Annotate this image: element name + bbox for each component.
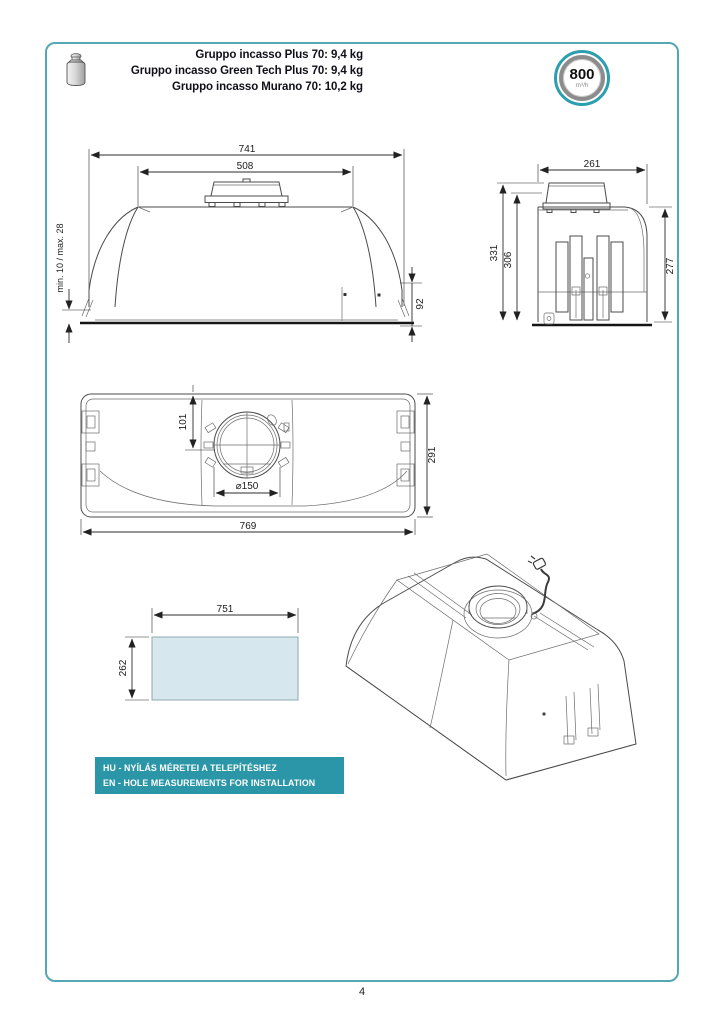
svg-text:508: 508 — [236, 161, 254, 172]
svg-text:262: 262 — [118, 659, 129, 677]
weight-line-1: Gruppo incasso Plus 70: 9,4 kg — [195, 49, 363, 61]
bottom-duct-opening — [204, 412, 290, 478]
svg-text:769: 769 — [239, 521, 257, 532]
bottom-dim-depth — [417, 394, 438, 517]
cutout-dim-width — [152, 604, 298, 633]
cutout-drawing — [105, 600, 330, 718]
front-body-outline — [80, 207, 414, 323]
side-dim-body-height — [503, 193, 542, 320]
svg-text:277: 277 — [665, 257, 676, 275]
front-dim-ceiling-gap — [55, 223, 91, 343]
svg-text:331: 331 — [489, 244, 500, 262]
bottom-dim-duct-offset — [178, 385, 215, 450]
svg-text:⌀150: ⌀150 — [235, 481, 259, 492]
side-body-outline — [532, 207, 652, 325]
product-weight-list — [90, 47, 363, 95]
side-dim-total-height — [489, 183, 544, 320]
bottom-dim-total-width — [81, 519, 415, 535]
airflow-badge — [554, 50, 610, 106]
banner-line-hu: HU - NYÍLÁS MÉRETEI A TELEPÍTÉSHEZ — [103, 763, 277, 774]
isometric-view-drawing — [338, 548, 668, 796]
svg-text:261: 261 — [583, 159, 601, 170]
cutout-rectangle — [152, 637, 298, 700]
cutout-dim-height — [118, 637, 149, 700]
front-view-drawing — [55, 140, 450, 350]
iso-plug — [533, 558, 546, 570]
airflow-unit: m³/h — [575, 81, 589, 89]
weight-line-2: Gruppo incasso Green Tech Plus 70: 9,4 kg — [130, 65, 363, 77]
svg-text:291: 291 — [427, 446, 438, 464]
svg-text:741: 741 — [238, 144, 256, 155]
side-dim-front-height — [649, 207, 676, 322]
front-dim-inner-width — [138, 161, 353, 206]
side-view-drawing — [480, 150, 685, 350]
banner-line-en: EN - HOLE MEASUREMENTS FOR INSTALLATION — [103, 777, 316, 788]
side-duct-box — [543, 183, 610, 213]
bottom-view-drawing — [65, 385, 445, 543]
page-number: 4 — [358, 986, 366, 998]
svg-text:306: 306 — [503, 251, 514, 269]
front-duct-box — [205, 179, 288, 207]
airflow-badge-inner — [559, 55, 605, 101]
side-dim-depth — [538, 159, 647, 204]
svg-text:92: 92 — [415, 298, 426, 310]
svg-text:101: 101 — [178, 413, 189, 431]
svg-text:min. 10 / max. 28: min. 10 / max. 28 — [55, 223, 65, 293]
svg-text:751: 751 — [216, 604, 234, 615]
airflow-value: 800 — [569, 65, 595, 83]
weight-icon — [62, 52, 90, 88]
weight-line-3: Gruppo incasso Murano 70: 10,2 kg — [172, 81, 363, 93]
installation-banner — [95, 757, 344, 794]
